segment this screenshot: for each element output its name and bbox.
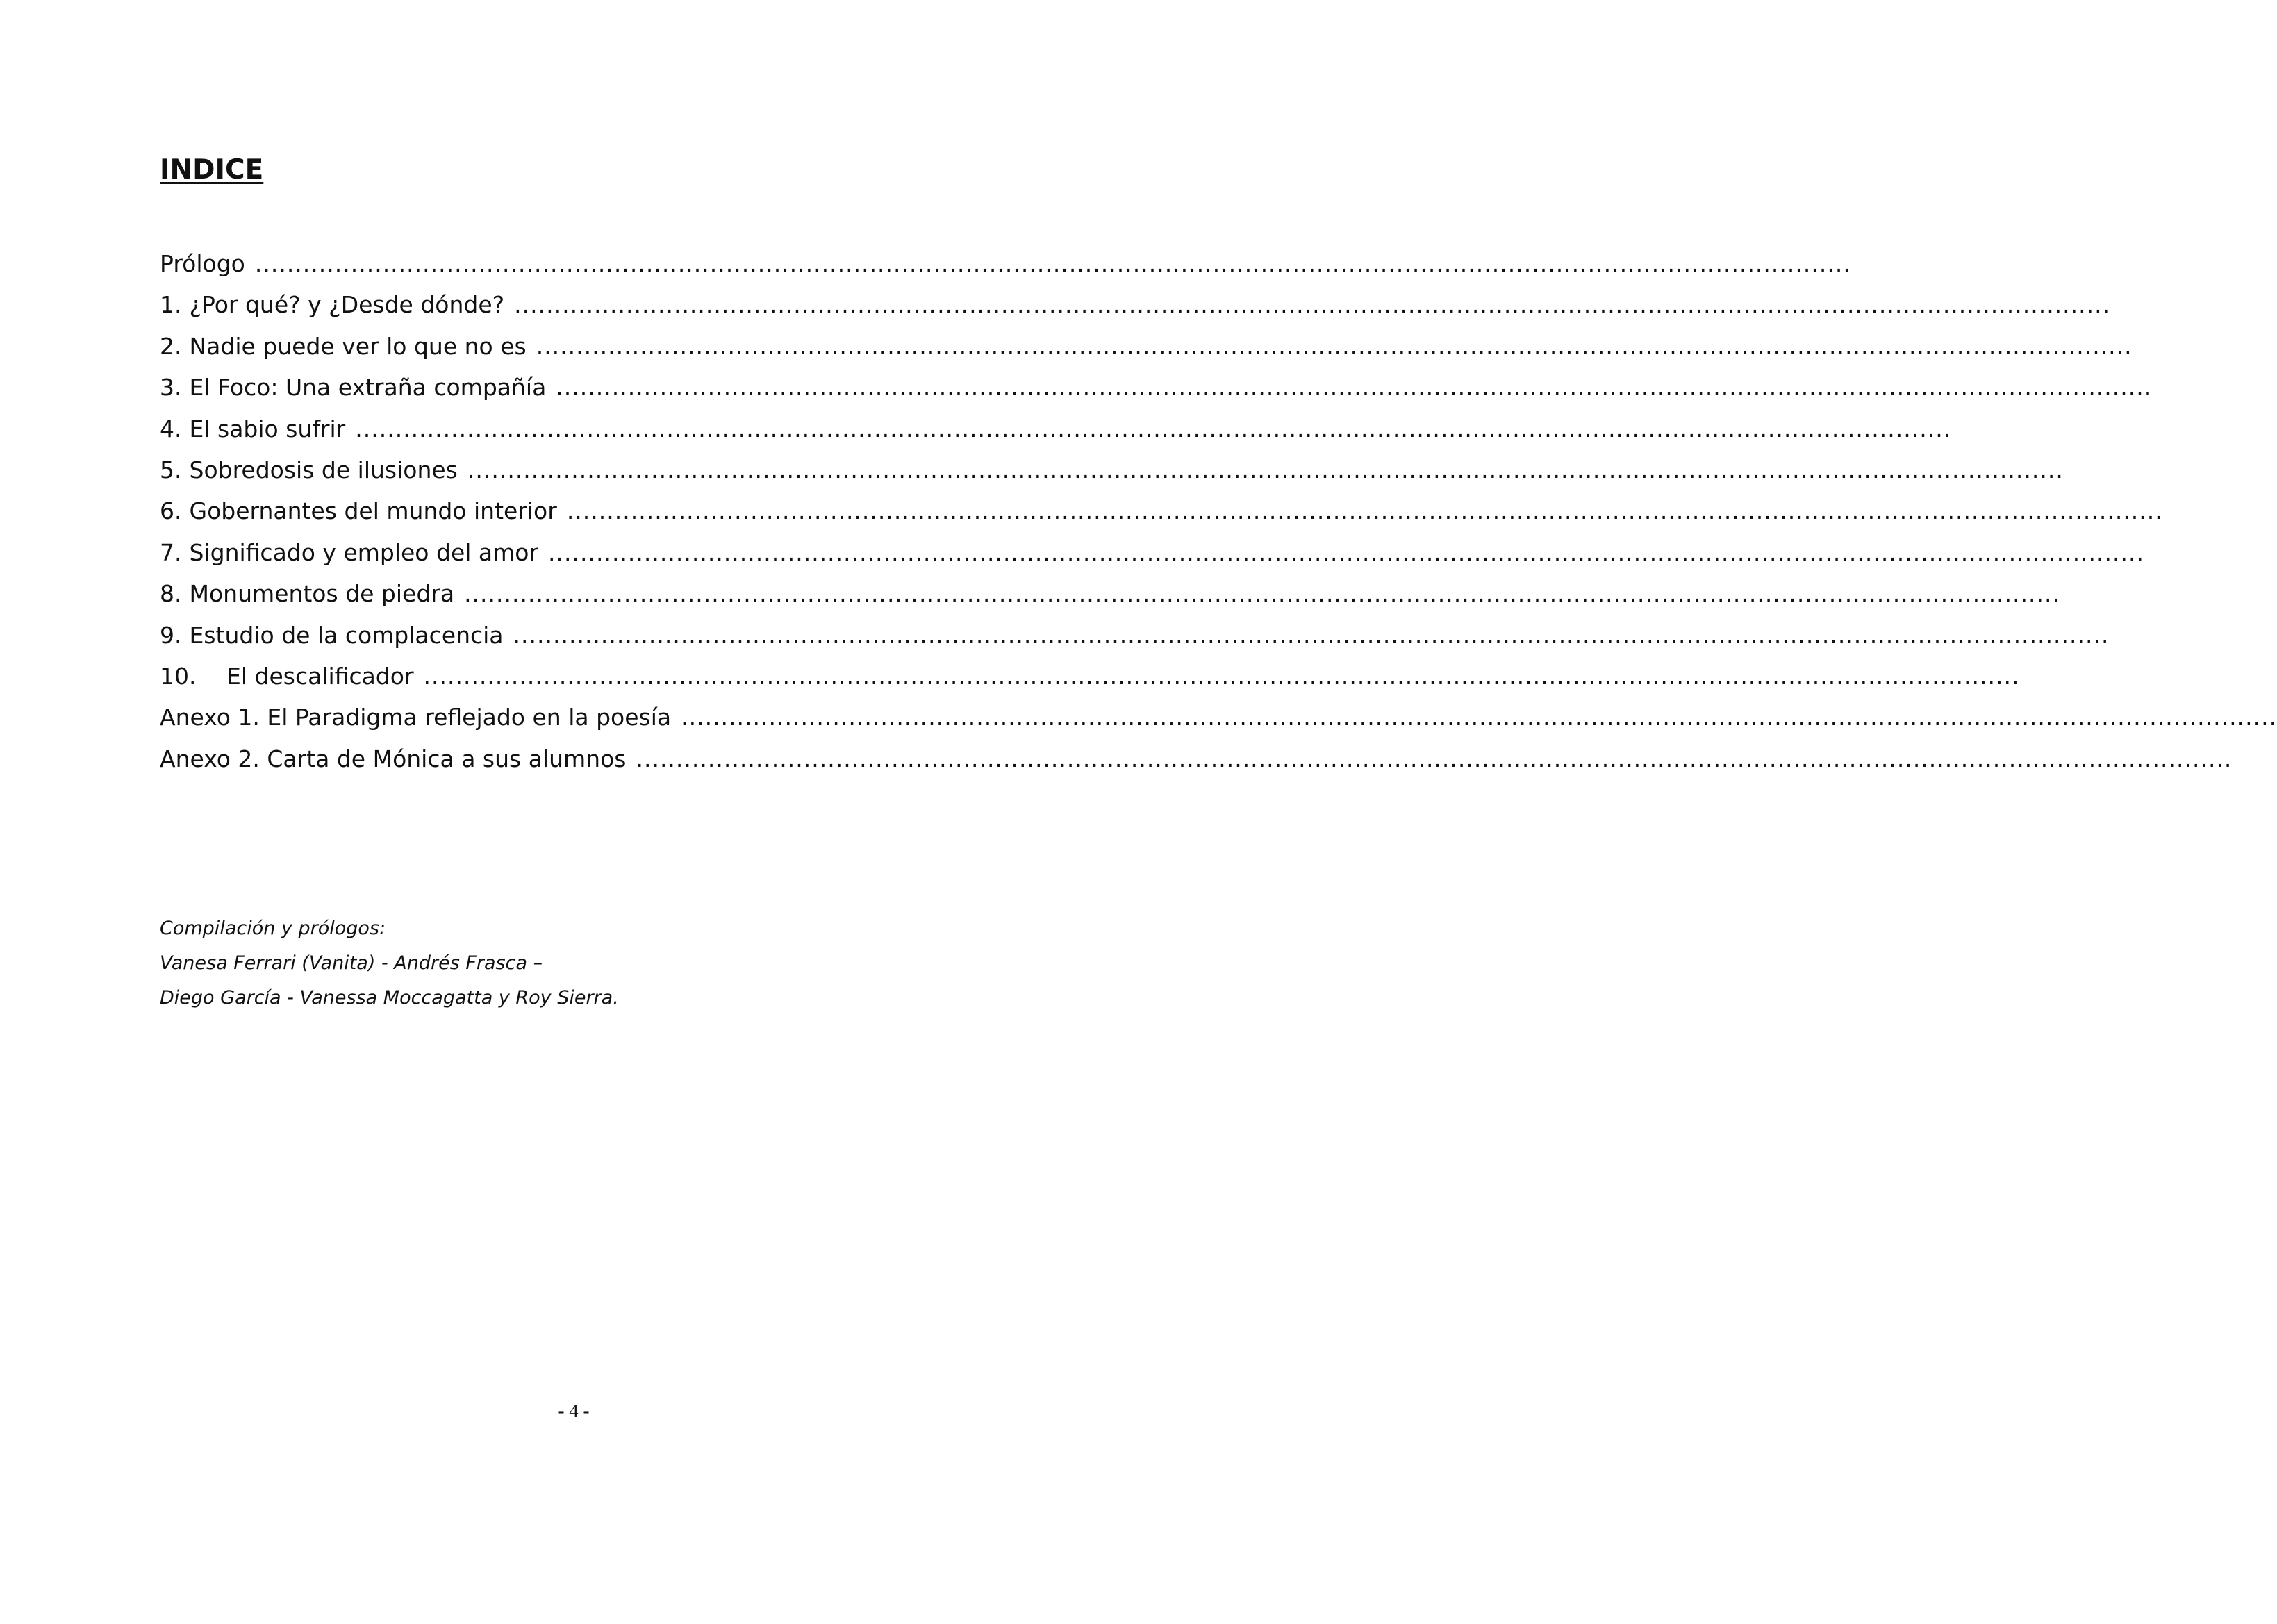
toc-entry-text: Anexo 1. El Paradigma reflejado en la poesía: [160, 704, 672, 731]
toc-entry-4: [160, 408, 1952, 449]
toc-entry-5: [160, 449, 2064, 490]
toc-entry-number: 6.: [160, 497, 182, 525]
toc-entry-number: 2.: [160, 332, 182, 360]
dot-leader: ........................................................................................................................................................................................................: [355, 415, 1952, 442]
toc-entry-text: Gobernantes del mundo interior: [189, 497, 557, 525]
dot-leader: ........................................................................................................................................................................................................: [566, 497, 2163, 525]
page-title: INDICE: [160, 154, 264, 185]
toc-entry-number: 4.: [160, 415, 182, 442]
toc-entry-text: El Foco: Una extraña compañía: [189, 374, 547, 401]
dot-leader: ........................................................................................................................................................................................................: [548, 538, 2144, 566]
toc-entry-text: ¿Por qué? y ¿Desde dónde?: [189, 291, 505, 319]
toc-entry-anexo-1: [160, 697, 2277, 738]
toc-entry-number: 5.: [160, 456, 182, 483]
dot-leader: ........................................................................................................................................................................................................: [556, 374, 2153, 401]
table-of-contents: [160, 243, 2277, 779]
dot-leader: ........................................................................................................................................................................................................: [636, 745, 2233, 772]
toc-entry-8: [160, 573, 2061, 614]
dot-leader: ........................................................................................................................................................................................................: [254, 250, 1851, 277]
toc-entry-number: 7.: [160, 538, 182, 566]
toc-entry-number: 8.: [160, 580, 182, 608]
dot-leader: ........................................................................................................................................................................................................: [423, 662, 2020, 690]
toc-entry-2: [160, 326, 2133, 367]
dot-leader: ........................................................................................................................................................................................................: [681, 704, 2277, 731]
toc-entry-anexo-2: [160, 738, 2233, 779]
toc-entry-3: [160, 367, 2153, 408]
toc-entry-number: 10.: [160, 662, 197, 690]
toc-entry-text: Monumentos de piedra: [189, 580, 455, 608]
toc-entry-1: [160, 284, 2111, 325]
toc-entry-text: Estudio de la complacencia: [189, 621, 504, 649]
toc-entry-text: Anexo 2. Carta de Mónica a sus alumnos: [160, 745, 627, 772]
toc-entry-text: El descalificador: [226, 662, 414, 690]
toc-entry-text: Significado y empleo del amor: [189, 538, 539, 566]
toc-entry-7: [160, 532, 2144, 573]
toc-entry-number: 3.: [160, 374, 182, 401]
toc-entry-number: 1.: [160, 291, 182, 319]
dot-leader: ........................................................................................................................................................................................................: [467, 456, 2064, 483]
toc-entry-10: [160, 656, 2020, 697]
toc-entry-prologo: [160, 243, 1851, 284]
credits-block: [160, 911, 619, 1016]
toc-entry-text: Prólogo: [160, 250, 245, 277]
toc-entry-text: Nadie puede ver lo que no es: [189, 332, 527, 360]
credits-heading: Compilación y prólogos:: [160, 918, 386, 939]
dot-leader: ........................................................................................................................................................................................................: [464, 580, 2061, 608]
dot-leader: ........................................................................................................................................................................................................: [536, 332, 2133, 360]
credits-line: Diego García - Vanessa Moccagatta y Roy Sierra.: [160, 987, 619, 1009]
toc-entry-text: Sobredosis de ilusiones: [189, 456, 458, 483]
toc-entry-number: 9.: [160, 621, 182, 649]
toc-entry-9: [160, 615, 2110, 656]
toc-entry-text: El sabio sufrir: [189, 415, 346, 442]
page-number: - 4 -: [558, 1400, 590, 1421]
dot-leader: ........................................................................................................................................................................................................: [514, 291, 2111, 319]
dot-leader: ........................................................................................................................................................................................................: [513, 621, 2110, 649]
credits-line: Vanesa Ferrari (Vanita) - Andrés Frasca –: [160, 952, 543, 974]
toc-entry-6: [160, 490, 2163, 531]
